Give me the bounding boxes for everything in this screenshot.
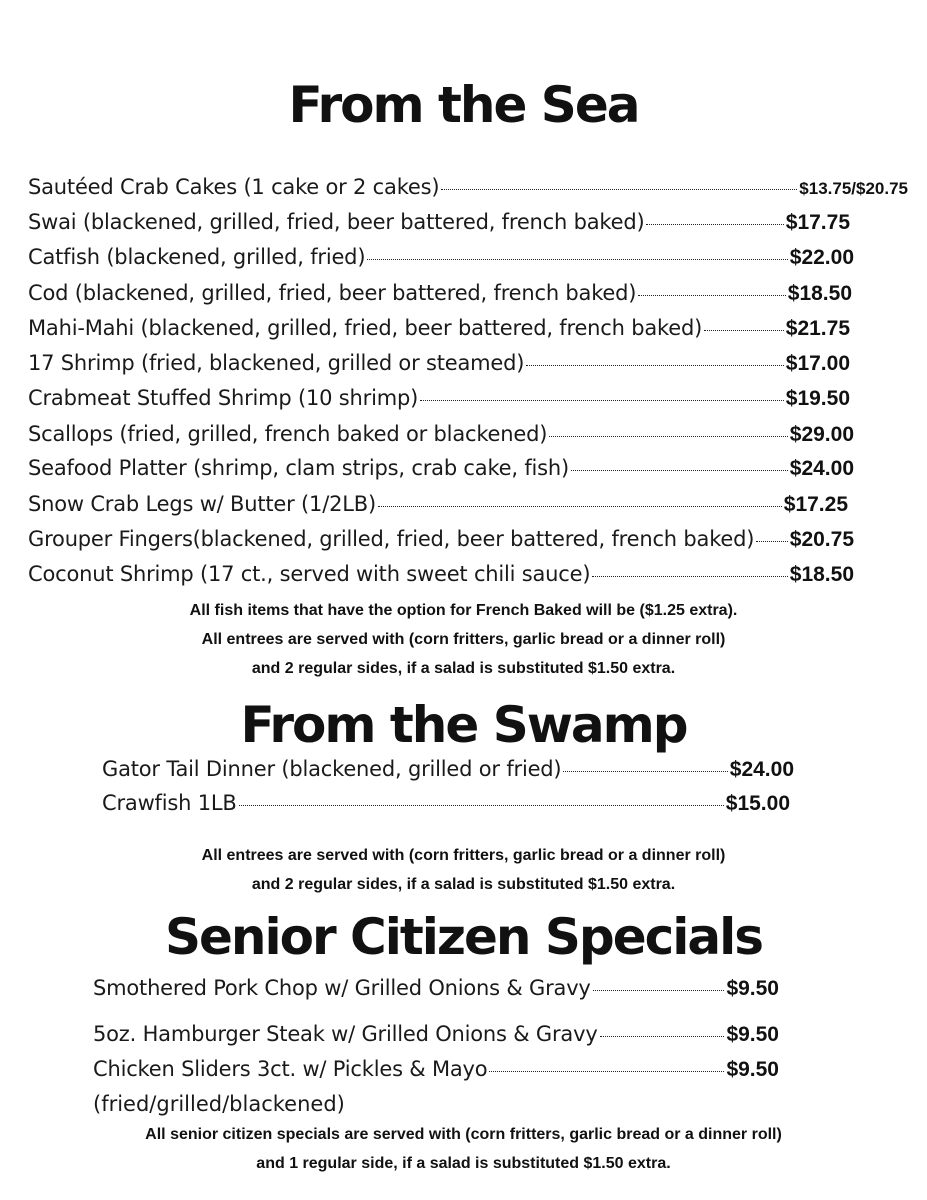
dot-leader bbox=[593, 990, 725, 991]
item-name: Chicken Sliders 3ct. w/ Pickles & Mayo bbox=[93, 1057, 488, 1081]
menu-item bbox=[102, 791, 790, 821]
dot-leader bbox=[638, 295, 785, 296]
menu-item bbox=[102, 757, 794, 787]
item-price: $29.00 bbox=[789, 423, 854, 446]
dot-leader bbox=[600, 1036, 725, 1037]
item-price: $22.00 bbox=[789, 246, 854, 269]
menu-item bbox=[28, 316, 850, 346]
menu-item bbox=[28, 281, 852, 311]
item-name: Crabmeat Stuffed Shrimp (10 shrimp) bbox=[28, 386, 419, 410]
menu-item bbox=[28, 351, 850, 381]
dot-leader bbox=[704, 330, 784, 331]
item-name: Mahi-Mahi (blackened, grilled, fried, beer battered, french baked) bbox=[28, 316, 703, 340]
item-name: Catfish (blackened, grilled, fried) bbox=[28, 245, 366, 269]
dot-leader bbox=[563, 771, 727, 772]
item-price: $18.50 bbox=[789, 563, 854, 586]
dot-leader bbox=[378, 506, 782, 507]
menu-item bbox=[28, 386, 850, 416]
menu-item bbox=[28, 527, 854, 557]
dot-leader bbox=[571, 470, 788, 471]
note-line: All fish items that have the option for French Baked will be ($1.25 extra). bbox=[189, 602, 738, 619]
menu-item bbox=[28, 245, 854, 275]
sea-notes bbox=[0, 596, 927, 683]
note-line: and 2 regular sides, if a salad is substituted $1.50 extra. bbox=[251, 876, 676, 893]
item-price: $9.50 bbox=[726, 1023, 779, 1046]
note-line: All entrees are served with (corn fritters, garlic bread or a dinner roll) bbox=[201, 631, 726, 648]
dot-leader bbox=[592, 576, 787, 577]
dot-leader bbox=[549, 436, 788, 437]
item-price: $17.00 bbox=[785, 352, 850, 375]
item-name: Scallops (fried, grilled, french baked or blackened) bbox=[28, 422, 548, 446]
menu-item bbox=[28, 562, 854, 592]
dot-leader bbox=[489, 1071, 724, 1072]
item-name: 5oz. Hamburger Steak w/ Grilled Onions & Gravy bbox=[93, 1022, 598, 1046]
menu-item bbox=[28, 492, 848, 522]
dot-leader bbox=[239, 805, 724, 806]
item-price: $9.50 bbox=[726, 977, 779, 1000]
menu-item bbox=[28, 422, 854, 452]
menu-item bbox=[93, 976, 779, 1006]
item-name: Coconut Shrimp (17 ct., served with sweet chili sauce) bbox=[28, 562, 591, 586]
menu-item bbox=[28, 175, 908, 205]
dot-leader bbox=[646, 224, 783, 225]
menu-item bbox=[93, 1022, 779, 1052]
dot-leader bbox=[367, 259, 787, 260]
item-name: 17 Shrimp (fried, blackened, grilled or steamed) bbox=[28, 351, 525, 375]
note-line: All entrees are served with (corn fritters, garlic bread or a dinner roll) bbox=[201, 847, 726, 864]
item-name: Crawfish 1LB bbox=[102, 791, 237, 815]
note-line: and 1 regular side, if a salad is substituted $1.50 extra. bbox=[256, 1155, 671, 1172]
note-line: and 2 regular sides, if a salad is substituted $1.50 extra. bbox=[251, 660, 676, 677]
item-price: $21.75 bbox=[785, 317, 850, 340]
swamp-section-title: From the Swamp bbox=[240, 696, 687, 754]
menu-item bbox=[28, 456, 854, 486]
item-price: $18.50 bbox=[787, 282, 852, 305]
sea-section-title: From the Sea bbox=[288, 76, 639, 134]
menu-item bbox=[28, 210, 850, 240]
note-line: All senior citizen specials are served with (corn fritters, garlic bread or a dinner roll) bbox=[145, 1126, 782, 1143]
senior-section-title: Senior Citizen Specials bbox=[164, 908, 763, 966]
item-price: $24.00 bbox=[789, 457, 854, 480]
item-price: $19.50 bbox=[785, 387, 850, 410]
item-name: Seafood Platter (shrimp, clam strips, crab cake, fish) bbox=[28, 456, 569, 480]
dot-leader bbox=[420, 400, 784, 401]
dot-leader bbox=[526, 365, 784, 366]
item-name: Grouper Fingers(blackened, grilled, fried, beer battered, french baked) bbox=[28, 527, 755, 551]
item-name: Gator Tail Dinner (blackened, grilled or fried) bbox=[102, 757, 562, 781]
dot-leader bbox=[756, 541, 788, 542]
item-name: Cod (blackened, grilled, fried, beer battered, french baked) bbox=[28, 281, 637, 305]
item-price: $13.75/$20.75 bbox=[799, 179, 908, 198]
senior-notes bbox=[0, 1120, 927, 1178]
item-price: $24.00 bbox=[729, 758, 794, 781]
item-price: $20.75 bbox=[789, 528, 854, 551]
item-price: $17.75 bbox=[785, 211, 850, 234]
sliders-preparation-note: (fried/grilled/blackened) bbox=[93, 1092, 345, 1116]
menu-item bbox=[93, 1057, 779, 1087]
swamp-notes bbox=[0, 841, 927, 899]
dot-leader bbox=[441, 189, 797, 190]
item-name: Sautéed Crab Cakes (1 cake or 2 cakes) bbox=[28, 175, 440, 199]
item-name: Smothered Pork Chop w/ Grilled Onions & Gravy bbox=[93, 976, 591, 1000]
item-price: $17.25 bbox=[783, 493, 848, 516]
item-price: $9.50 bbox=[726, 1058, 779, 1081]
item-price: $15.00 bbox=[725, 792, 790, 815]
item-name: Swai (blackened, grilled, fried, beer battered, french baked) bbox=[28, 210, 645, 234]
item-name: Snow Crab Legs w/ Butter (1/2LB) bbox=[28, 492, 376, 516]
